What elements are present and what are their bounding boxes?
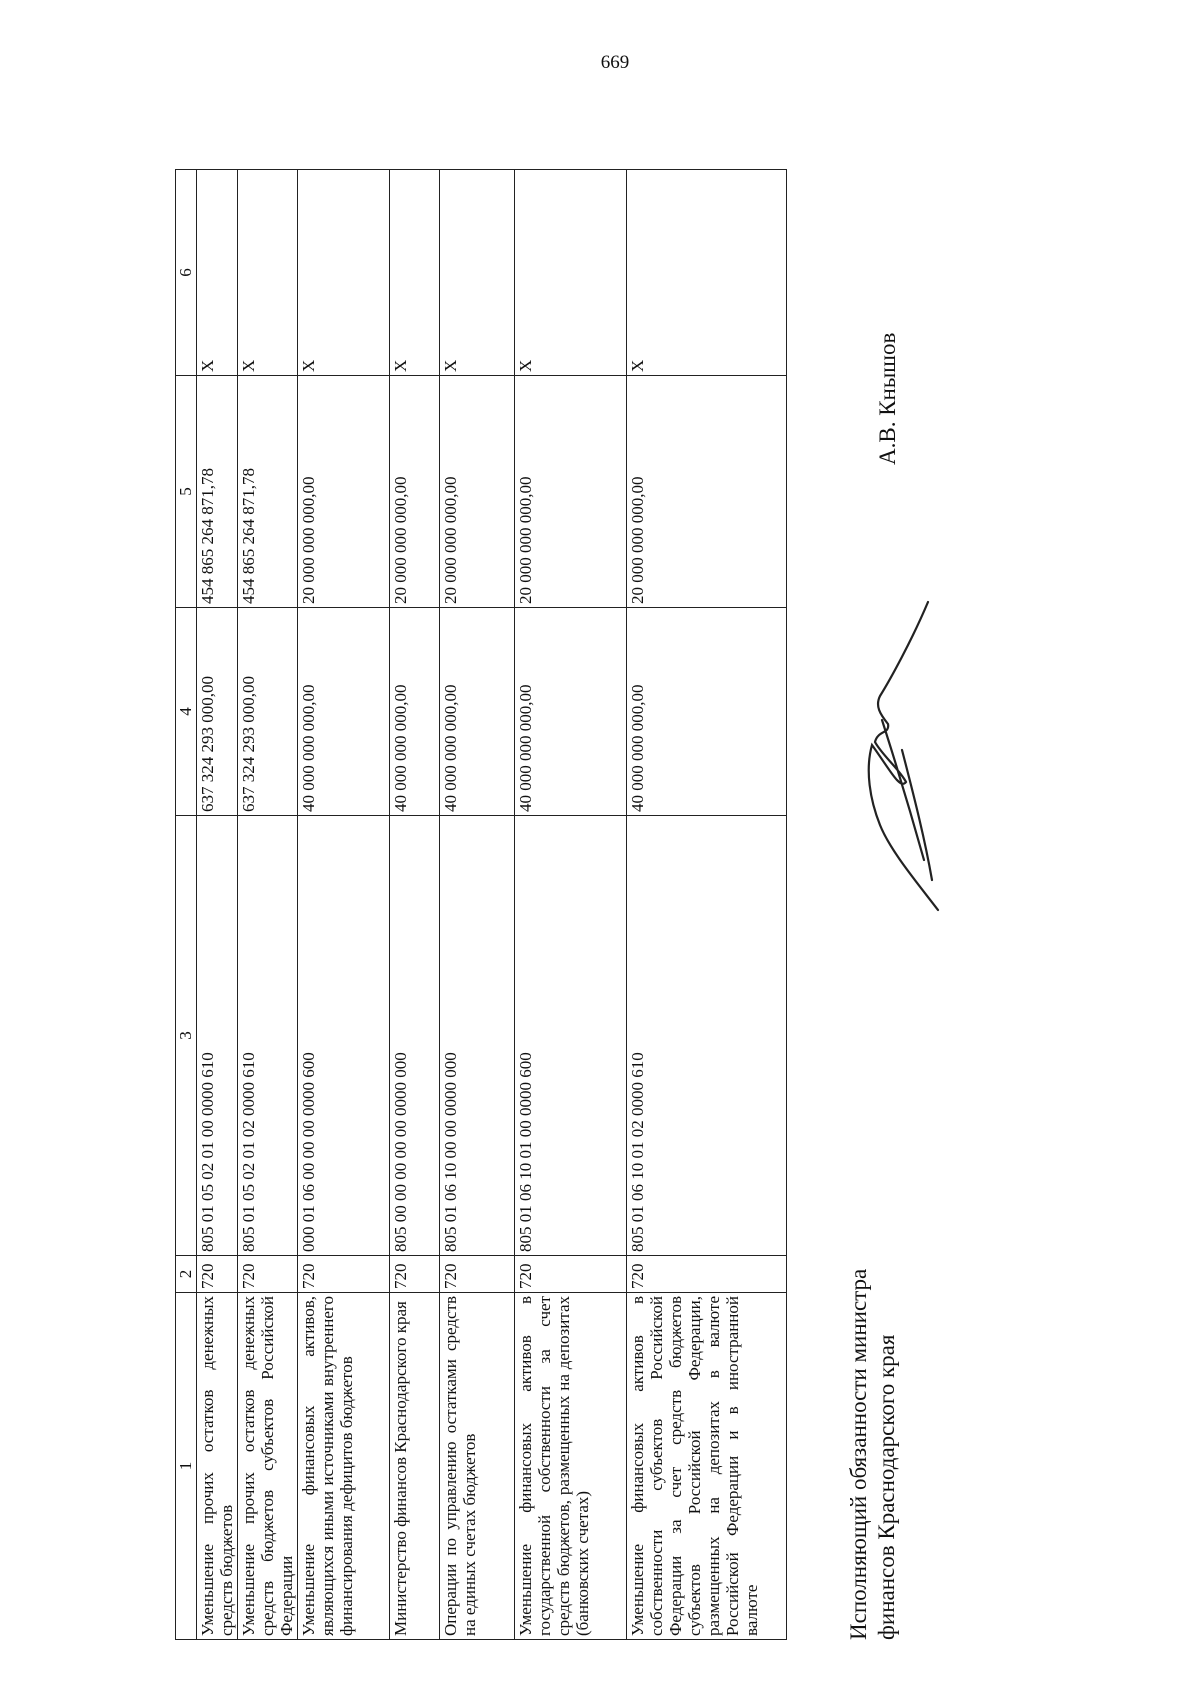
row-admin-code: 720 bbox=[390, 1256, 440, 1293]
row-name: Уменьшение финансовых активов в собственности субъектов Российской Федерации за счет средств бюджетов субъектов Российской Федерации, размещенных на депозитах в валюте Российской Федерации и в иностранной валюте bbox=[627, 1293, 787, 1640]
row-admin-code: 720 bbox=[238, 1256, 298, 1293]
signer-name: А.В. Кнышов bbox=[875, 332, 900, 465]
row-value-col4: 40 000 000 000,00 bbox=[627, 608, 787, 816]
row-value-col4: 40 000 000 000,00 bbox=[440, 608, 515, 816]
row-value-col6: X bbox=[515, 170, 627, 376]
official-title bbox=[845, 920, 901, 1640]
row-classification-code: 805 01 05 02 01 02 0000 610 bbox=[238, 816, 298, 1256]
column-header: 3 bbox=[176, 816, 197, 1256]
row-name: Министерство финансов Краснодарского края bbox=[390, 1293, 440, 1640]
row-value-col5: 20 000 000 000,00 bbox=[515, 376, 627, 608]
official-title-line: Исполняющий обязанности министра bbox=[846, 1268, 871, 1640]
row-value-col6: X bbox=[238, 170, 298, 376]
row-name: Уменьшение финансовых активов в государственной собственности за счет средств бюджетов, размещенных на депозитах (банковских счетах) bbox=[515, 1293, 627, 1640]
table-row bbox=[298, 170, 390, 1640]
row-value-col5: 454 865 264 871,78 bbox=[197, 376, 238, 608]
row-value-col6: X bbox=[440, 170, 515, 376]
row-classification-code: 805 01 06 10 00 00 0000 000 bbox=[440, 816, 515, 1256]
table-row bbox=[627, 170, 787, 1640]
row-classification-code: 805 01 06 10 01 02 0000 610 bbox=[627, 816, 787, 1256]
official-title-line: финансов Краснодарского края bbox=[874, 1334, 900, 1640]
row-value-col5: 20 000 000 000,00 bbox=[390, 376, 440, 608]
row-value-col5: 454 865 264 871,78 bbox=[238, 376, 298, 608]
row-value-col6: X bbox=[197, 170, 238, 376]
row-admin-code: 720 bbox=[298, 1256, 390, 1293]
page-number: 669 bbox=[600, 52, 630, 73]
row-value-col5: 20 000 000 000,00 bbox=[440, 376, 515, 608]
row-value-col6: X bbox=[390, 170, 440, 376]
column-header: 5 bbox=[176, 376, 197, 608]
row-name: Операции по управлению остатками средств на единых счетах бюджетов bbox=[440, 1293, 515, 1640]
row-admin-code: 720 bbox=[440, 1256, 515, 1293]
row-name: Уменьшение прочих остатков денежных средств бюджетов bbox=[197, 1293, 238, 1640]
row-value-col5: 20 000 000 000,00 bbox=[627, 376, 787, 608]
rotated-page-content bbox=[120, 150, 1060, 1650]
row-classification-code: 805 01 06 10 01 00 0000 600 bbox=[515, 816, 627, 1256]
table-row bbox=[390, 170, 440, 1640]
table-header-row bbox=[176, 170, 197, 1640]
row-value-col4: 637 324 293 000,00 bbox=[197, 608, 238, 816]
row-name: Уменьшение прочих остатков денежных средств бюджетов субъектов Российской Федерации bbox=[238, 1293, 298, 1640]
table-row bbox=[197, 170, 238, 1640]
row-value-col4: 40 000 000 000,00 bbox=[390, 608, 440, 816]
signature-icon bbox=[820, 590, 960, 920]
column-header: 1 bbox=[176, 1293, 197, 1640]
row-name: Уменьшение финансовых активов, являющихся иными источниками внутреннего финансирования дефицитов бюджетов bbox=[298, 1293, 390, 1640]
row-value-col6: X bbox=[627, 170, 787, 376]
column-header: 4 bbox=[176, 608, 197, 816]
table-row bbox=[238, 170, 298, 1640]
row-classification-code: 000 01 06 00 00 00 0000 600 bbox=[298, 816, 390, 1256]
financing-sources-table bbox=[175, 169, 787, 1640]
row-value-col4: 40 000 000 000,00 bbox=[298, 608, 390, 816]
column-header: 2 bbox=[176, 1256, 197, 1293]
row-admin-code: 720 bbox=[627, 1256, 787, 1293]
row-classification-code: 805 01 05 02 01 00 0000 610 bbox=[197, 816, 238, 1256]
row-admin-code: 720 bbox=[515, 1256, 627, 1293]
row-admin-code: 720 bbox=[197, 1256, 238, 1293]
row-classification-code: 805 00 00 00 00 00 0000 000 bbox=[390, 816, 440, 1256]
column-header: 6 bbox=[176, 170, 197, 376]
row-value-col6: X bbox=[298, 170, 390, 376]
table-row bbox=[515, 170, 627, 1640]
table-row bbox=[440, 170, 515, 1640]
row-value-col4: 40 000 000 000,00 bbox=[515, 608, 627, 816]
row-value-col5: 20 000 000 000,00 bbox=[298, 376, 390, 608]
row-value-col4: 637 324 293 000,00 bbox=[238, 608, 298, 816]
